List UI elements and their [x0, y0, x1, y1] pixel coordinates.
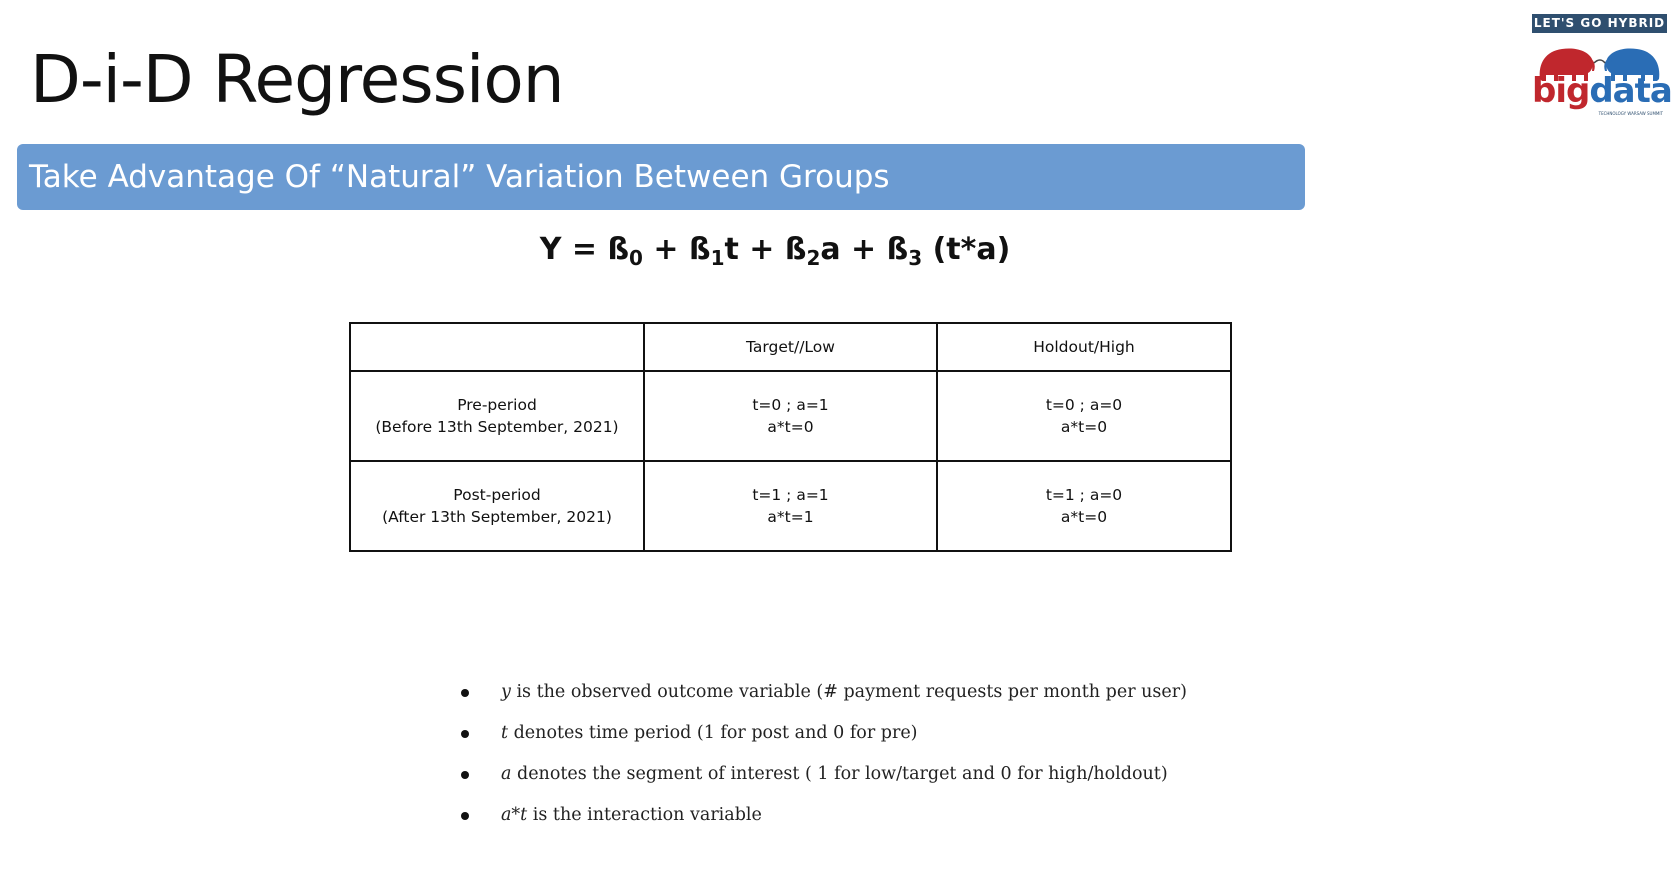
equation-var-a: a — [820, 232, 841, 267]
cell-line: a*t=0 — [1060, 418, 1108, 436]
subtitle-banner-text: Take Advantage Of “Natural” Variation Between Groups — [29, 159, 890, 195]
logo-wordmark — [1532, 71, 1672, 111]
equation-plus: + — [840, 232, 887, 267]
cell-line: a*t=0 — [1060, 508, 1108, 526]
bullet-icon — [461, 730, 469, 738]
cell-line: a*t=0 — [767, 418, 814, 436]
row-label-line: (After 13th September, 2021) — [382, 508, 612, 526]
table-cell-target — [644, 461, 937, 551]
table-header-cell-empty — [350, 323, 644, 371]
beta-1: ß — [688, 232, 711, 267]
slide-title: D-i-D Regression — [30, 41, 564, 118]
table-row-post-period — [350, 461, 1231, 551]
cell-line: t=1 ; a=1 — [752, 486, 829, 504]
beta-2: ß — [784, 232, 807, 267]
row-label-line: Post-period — [453, 486, 541, 504]
bullet-icon — [461, 812, 469, 820]
table-header-row — [350, 323, 1231, 371]
table-row-label — [350, 461, 644, 551]
regression-equation — [0, 232, 1550, 270]
variable-definitions-list — [455, 680, 1187, 844]
equation-interaction: (t*a) — [922, 232, 1011, 267]
beta-2-subscript: 2 — [806, 246, 821, 270]
bullet-icon — [461, 771, 469, 779]
cell-line: t=1 ; a=0 — [1045, 486, 1123, 504]
table-cell-target — [644, 371, 937, 461]
logo-tagline: LET'S GO HYBRID — [1532, 14, 1667, 33]
variable-name: a*t — [501, 805, 528, 825]
variable-name: a — [501, 764, 512, 784]
variable-name: y — [501, 682, 511, 702]
equation-lhs: Y = — [539, 232, 608, 267]
beta-3: ß — [886, 232, 909, 267]
beta-0: ß — [607, 232, 630, 267]
list-item — [455, 803, 1187, 844]
equation-plus: + — [642, 232, 689, 267]
list-item — [455, 721, 1187, 762]
variable-description: denotes time period (1 for post and 0 for pre) — [508, 723, 918, 743]
logo-word-data: data — [1589, 71, 1672, 111]
cell-line: a*t=1 — [767, 508, 814, 526]
table-header-cell-holdout: Holdout/High — [937, 323, 1231, 371]
table-row-label — [350, 371, 644, 461]
cell-line: t=0 ; a=0 — [1045, 396, 1123, 414]
equation-var-t: t — [724, 232, 739, 267]
logo-subline: TECHNOLOGY WARSAW SUMMIT — [1598, 111, 1663, 116]
equation-plus: + — [738, 232, 785, 267]
table-cell-holdout — [937, 371, 1231, 461]
table-cell-holdout — [937, 461, 1231, 551]
cell-line: t=0 ; a=1 — [752, 396, 829, 414]
did-table — [349, 322, 1232, 552]
beta-0-subscript: 0 — [629, 246, 643, 270]
list-item — [455, 680, 1187, 721]
variable-description: denotes the segment of interest ( 1 for low/target and 0 for high/holdout) — [511, 764, 1168, 784]
table-row-pre-period — [350, 371, 1231, 461]
beta-1-subscript: 1 — [710, 246, 725, 270]
table-header-cell-target: Target//Low — [644, 323, 937, 371]
variable-name: t — [501, 723, 509, 743]
bullet-icon — [461, 689, 469, 697]
variable-description: is the interaction variable — [527, 805, 762, 825]
list-item — [455, 762, 1187, 803]
row-label-line: (Before 13th September, 2021) — [375, 418, 619, 436]
subtitle-banner — [17, 144, 1305, 210]
variable-description: is the observed outcome variable (# payment requests per month per user) — [510, 682, 1187, 702]
logo-word-big: big — [1532, 71, 1590, 111]
beta-3-subscript: 3 — [908, 246, 923, 270]
bigdata-logo — [1532, 14, 1672, 118]
row-label-line: Pre-period — [457, 396, 537, 414]
